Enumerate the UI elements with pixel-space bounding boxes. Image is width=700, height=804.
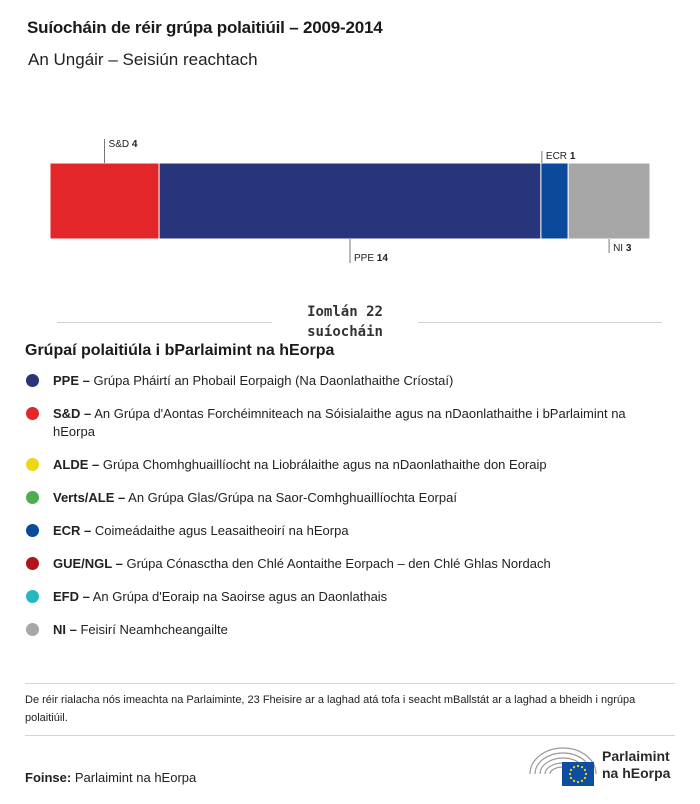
bar-data-label: S&D 4 — [108, 139, 138, 150]
legend-color-dot — [26, 590, 39, 603]
legend-abbreviation: PPE – — [53, 373, 90, 388]
legend-item — [25, 621, 670, 639]
footnote: De réir rialacha nós imeachta na Parlaiminte, 23 Fheisire ar a laghad atá tofa i seacht mBallstát ar a laghad a bheidh i ngrúpa polaitiúil. — [25, 694, 636, 724]
bar-data-label: NI 3 — [613, 243, 632, 254]
total-divider-left — [57, 322, 272, 323]
legend-abbreviation: ECR – — [53, 523, 92, 538]
legend-item — [25, 405, 670, 441]
bar-segment-ni — [568, 163, 650, 239]
footer-divider-top — [25, 683, 675, 684]
legend-description: Grúpa Chomhghuaillíocht na Liobrálaithe agus na nDaonlathaithe don Eoraip — [99, 457, 547, 472]
source-line — [25, 770, 196, 785]
bar-data-label: ECR 1 — [545, 151, 576, 162]
legend-color-dot — [26, 524, 39, 537]
legend-item — [25, 489, 670, 507]
legend-description: An Grúpa Glas/Grúpa na Saor-Comhghuaillíochta Eorpaí — [125, 490, 457, 505]
legend-abbreviation: NI – — [53, 622, 77, 637]
legend-description: Coimeádaithe agus Leasaitheoirí na hEorpa — [91, 523, 349, 538]
legend-abbreviation: Verts/ALE – — [53, 490, 126, 505]
logo-text: Parlaimint na hEorpa — [602, 748, 671, 781]
parliament-logo — [528, 744, 678, 788]
chart-title: Suíocháin de réir grúpa polaitiúil – 2009-2014 — [27, 18, 383, 37]
footer-divider-bottom — [25, 735, 675, 736]
total-divider-right — [418, 322, 662, 323]
legend-description: Feisirí Neamhcheangailte — [76, 622, 228, 637]
bar-data-label: PPE 14 — [354, 253, 388, 264]
legend-color-dot — [26, 374, 39, 387]
legend-abbreviation: ALDE – — [53, 457, 100, 472]
legend-item — [25, 372, 670, 390]
source-label: Foinse: — [25, 770, 72, 785]
chart-subtitle: An Ungáir – Seisiún reachtach — [28, 50, 258, 69]
legend-description: An Grúpa d'Aontas Forchéimniteach na Sóisialaithe agus na nDaonlathaithe i bParlaimint na hEorpa — [53, 406, 626, 439]
legend-abbreviation: EFD – — [53, 589, 90, 604]
legend-abbreviation: S&D – — [53, 406, 92, 421]
legend-color-dot — [26, 623, 39, 636]
legend-description: Grúpa Pháirtí an Phobail Eorpaigh (Na Daonlathaithe Críostaí) — [89, 373, 454, 388]
legend-abbreviation: GUE/NGL – — [53, 556, 123, 571]
legend-description: An Grúpa d'Eoraip na Saoirse agus an Daonlathais — [89, 589, 388, 604]
total-seats-label: Iomlán 22 suíocháin — [307, 304, 383, 340]
bar-segment-ppe — [159, 163, 541, 239]
seat-bar-chart — [0, 130, 700, 270]
legend-item — [25, 588, 670, 606]
parliament-hemicycle-icon — [528, 744, 598, 788]
legend-color-dot — [26, 407, 39, 420]
legend-item — [25, 555, 670, 573]
bar-segment-ecr — [541, 163, 568, 239]
legend — [25, 372, 670, 639]
legend-item — [25, 522, 670, 540]
legend-color-dot — [26, 557, 39, 570]
legend-item — [25, 456, 670, 474]
source-text: Parlaimint na hEorpa — [71, 770, 197, 785]
legend-description: Grúpa Cónasctha den Chlé Aontaithe Eorpach – den Chlé Ghlas Nordach — [122, 556, 551, 571]
legend-color-dot — [26, 458, 39, 471]
bar-segment-sd — [50, 163, 159, 239]
legend-color-dot — [26, 491, 39, 504]
legend-title: Grúpaí polaitiúla i bParlaimint na hEorpa — [25, 342, 335, 359]
